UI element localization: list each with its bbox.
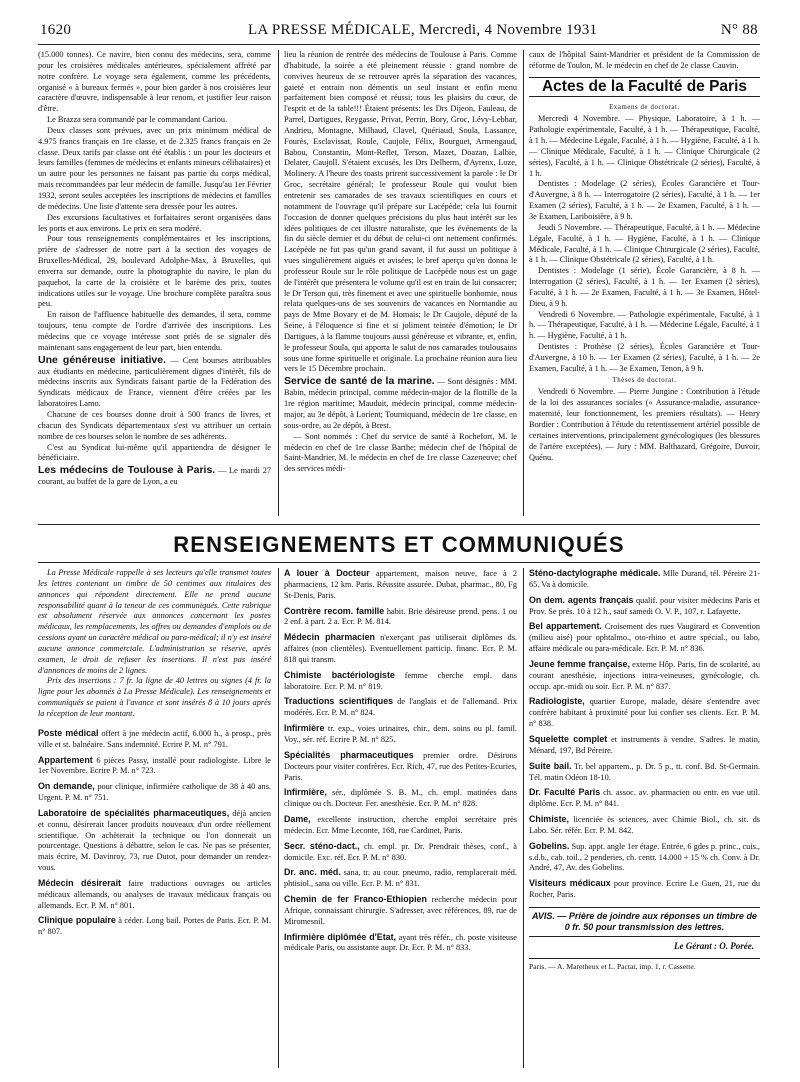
article-text: Chacune de ces bourses donne droit à 500 francs de livres, et chacun des Syndicats départementaux s'est vu attribuer un certain nombre de ces bourses selon le nombre de ses adhérents. (38, 410, 271, 441)
exam-paragraph: Dentistes : Prothèse (2 séries), Écoles Garancière et Tour-d'Auvergne, à 10 h. — 1er Examen (2 séries), Faculté, à 1 h. — 2e Examen, Faculté, à 1 h. — 3e Examen, Tenon, à 9 h. (529, 342, 760, 373)
banner-rule-top (38, 524, 760, 525)
ad-keyword: Visiteurs médicaux (529, 878, 611, 889)
ad-keyword: Chimiste bactériologiste (284, 669, 395, 680)
gerant-signature: Le Gérant : O. Porée. (674, 940, 754, 951)
exam-paragraph: Jeudi 5 Novembre. — Thérapeutique, Faculté, à 1 h. — Médecine Légale, Faculté, à 1 h. — Hygiène, Faculté, à 1 h. — Clinique Médicale, Faculté, à 1 h. — Clinique Chirurgicale (2 séries), Faculté, à 1 h. — Clinique Obstétricale (2 séries), Faculté, à 1 h. (529, 222, 760, 265)
ad-keyword: Secr. sténo-dact., (284, 840, 360, 851)
article-text: — Sont nommés : Chef du service de santé à Rochefort, M. le médecin en chef de 1re classe Barthe; médecin chef de l'hôpital de Saint-Mandrier, M. le médecin en chef de 1re classe Cazeneuve; chef des services médi- (284, 431, 517, 474)
theses-subtitle: Thèses de doctorat. (612, 376, 677, 384)
ad-text: tr. exp., voies urinaires, chir., dem. soins ou pl. famil. Voy., sér. réf. Ecrire P. M. n° 825. (284, 724, 517, 744)
ad-text: 6 pièces Passy, installé pour radiologiste. Libre le 1er Novembre. Ecrire P. M. n° 723. (38, 755, 271, 776)
exams-subtitle: Examens de doctorat. (609, 103, 680, 111)
classified-ad (38, 878, 271, 912)
ad-text: femme cherche empl. dans laboratoire. Ecr. P. M. n° 819. (284, 670, 517, 691)
ad-keyword: Laboratoire de spécialités pharmaceutiques, (38, 807, 230, 818)
article-paragraph (38, 126, 271, 213)
article-paragraph (284, 50, 517, 375)
classified-ad (529, 787, 760, 810)
ad-text: externe Hôp. Paris, fin de scolarité, au courant anesthésie, injections intra-veineuses, gynécologie, ch. occup. apr.-midi ou soir. Ecr. P. M. n° 837. (529, 659, 760, 691)
ad-keyword: Contrère recom. famille (284, 605, 385, 616)
ad-text: et instruments à vendre. S'adres. le matin, Ménard, 197, Bd Péreire. (529, 734, 760, 755)
ad-keyword: Médecin pharmacien (284, 632, 375, 643)
ad-keyword: Jeune femme française, (529, 658, 630, 669)
article-paragraph (38, 50, 271, 115)
classified-ad (529, 621, 760, 655)
ad-keyword: Infirmière (284, 723, 325, 734)
ad-text: pour clinique, infirmière catholique de 38 à 40 ans. Urgent. P. M. n° 751. (38, 782, 271, 803)
ad-text: appartement, maison neuve, face à 2 pharmaciens, 12 km. Paris. Réussite assurée. Dubat, pharmac., 80, Fg St-Denis, Paris. (284, 569, 517, 600)
article-text: Le Brazza sera commandé par le commandant Cariou. (47, 115, 228, 125)
ad-text: faire traductions ouvrages ou articles médicaux allemands, ou analyses de travaux médicaux français ou allemands. Ecr. P. M. n° 801. (38, 878, 271, 910)
classified-ad (529, 841, 760, 875)
classified-ad (529, 814, 760, 837)
ad-keyword: A louer à Docteur (284, 568, 370, 578)
ad-keyword: Spécialités pharmaceutiques (284, 749, 414, 760)
running-header (38, 18, 760, 42)
classified-ad (529, 568, 760, 591)
ad-text: Croisement des rues Vaugirard et Convention (milieu aisé) pour ophtalmo., oto-rhino et autre spécial., ou labo, affaire médicale ou para-médicale. Ecr. P. M. n° 836. (529, 622, 760, 654)
classified-ad (284, 894, 517, 928)
ad-keyword: Radiologiste, (529, 696, 585, 707)
renseignements-title: RENSEIGNEMENTS ET COMMUNIQUÉS (173, 532, 625, 557)
ad-keyword: Bel appartement. (529, 621, 602, 632)
ad-keyword: Gobelins. (529, 840, 570, 851)
column-divider (523, 50, 524, 516)
column-divider (278, 568, 279, 1068)
ad-keyword: Sténo-dactylographe médicale. (529, 568, 661, 578)
ads-column-middle (284, 568, 517, 1068)
ad-keyword: Infirmière, (284, 787, 327, 798)
ad-text: pour province. Ecrire Le Guen, 21, rue du Rocher, Paris. (529, 879, 760, 900)
column-divider (278, 50, 279, 516)
classified-ad (284, 670, 517, 693)
ad-keyword: Dr. anc. méd. (284, 867, 341, 878)
article-text: Pour tous renseignements complémentaires et les inscriptions, prière de s'adresser de notre part à la section des voyages de Bruxelles-Médical, 29, boulevard Adolphe-Max, à Bruxelles, qui enverra sur demande, outre la photographie du navire, le plan du paquebot, la carte de la croisière et le barème des prix, toutes indications utiles sur le voyage. Une brochure complète paraîtra sous peu. (38, 234, 271, 309)
article-heading: Une généreuse initiative. (38, 353, 167, 366)
column-right (529, 50, 760, 516)
ad-keyword: Squelette complet (529, 733, 608, 744)
ad-text: quartier Europe, malade, désire s'entendre avec confrère habitant à proximité pour lui confier ses clients. Ecr. P. M. n° 838. (529, 697, 760, 729)
article-paragraph (38, 115, 271, 126)
banner-rule-bottom (38, 562, 760, 563)
article-paragraph (38, 354, 271, 410)
ad-text: ch. assoc. av. pharmacien ou entr. en vue util. diplôme. Ecr. P. M. n° 841. (529, 788, 760, 809)
ad-text: à céder. Long bail. Portes de Paris. Ecr. P. M. n° 807. (38, 916, 271, 937)
exam-paragraph: Dentistes : Modelage (1 série), École Garancière, à 8 h. — Interrogation (2 séries), Faculté, à 1 h. — 1er Examen (2 séries), Faculté, à 1 h. — 2e Examen, Faculté, à 1 h. — 3e Examen, Hôtel-Dieu, à 9 h. (529, 266, 760, 308)
article-text: Deux classes sont prévues, avec un prix minimum médical de 4.975 francs français en 1re classe, et de 2.325 francs français en 2e classe. Deux tarifs par classe ont été établis : un pour les docteurs et leurs familles (femmes de médecins et enfants mineurs célibataires) et un autre pour les personnes ne faisant pas partie du corps médical, mais recommandées par leur médecin de famille. Jusqu'au 1er Février 1932, seront seules acceptées les inscriptions de médecins et familles de médecins. Une liste d'attente sera dressée pour les autres. (38, 125, 271, 211)
newspaper-page (38, 18, 760, 1068)
ad-text: sana, tr. au cour. pneumo, radio, remplacerait méd. phtisiol., sana ou ville. Ecr. P. M. n° 831. (284, 868, 517, 889)
ad-text: Tr. bel appartem., p. Dr. 5 p., tt. conf. Bd. St-Germain. Tél. matin Odéon 18-10. (529, 761, 760, 782)
classified-ad (284, 632, 517, 666)
ad-text: recherche médecin pour Afrique, connaissant chirurgie. S'adresser, avec références, 89, rue de Miromesnil. (284, 895, 517, 926)
ad-keyword: Médecin désirerait (38, 877, 122, 888)
article-text: C'est au Syndicat lui-même qu'il appartiendra de désigner le bénéficiaire. (38, 442, 271, 463)
ad-text: qualif. pour visiter médecins Paris et Prov. Se prés. 10 à 12 h., sauf samedi O. V. P., 107, r. Lafayette. (529, 595, 760, 616)
article-text: — Cent bourses attribuables aux étudiants en médecine, particulièrement dignes d'intérêt, fils de médecins inscrits aux Syndicats faisant partie de la Fédération des Syndicats médicaux de France, viennent d'être créées par les laboratoires Lamo. (38, 355, 271, 409)
article-paragraph (38, 443, 271, 465)
exam-paragraph: Vendredi 6 Novembre. — Pathologie expérimentale, Faculté, à 1 h. — Thérapeutique, Faculté, à 1 h. — Médecine Légale, Faculté, à 1 h. — Hygiène, Faculté, à 1 h. (529, 309, 760, 341)
article-paragraph (38, 213, 271, 235)
column-left (38, 50, 271, 516)
exam-paragraph: Mercredi 4 Novembre. — Physique, Laboratoire, à 1 h. — Pathologie expérimentale, Faculté, à 1 h. — Thérapeutique, Faculté, à 1 h. — Médecine Légale, Faculté, à 1 h. — Hygiène, Faculté, à 1 h. — Clinique Médicale, Faculté, à 1 h. — Clinique Chirurgicale (2 séries), Faculté, à 1 h. — Clinique Obstétricale (2 séries), Faculté, à 1 h. (529, 114, 760, 178)
article-text: Des excursions facultatives et forfaitaires seront organisées dans les ports et aux environs. Le prix en sera modéré. (38, 212, 271, 233)
printer-line: Paris. — A. Maretheux et L. Pactat, imp. 1, r. Cassette. (529, 958, 760, 973)
ad-text: habit. Brie désireuse prend. pens. 1 ou 2 enf. à part. 2 a. Ecr. P. M. 814. (284, 606, 517, 627)
ad-keyword: Chimiste, (529, 814, 569, 825)
classified-ad (284, 867, 517, 890)
col3-continuation: caux de l'hôpital Saint-Mandrier et président de la Commission de réforme de Toulon, M. le médecin en chef de 2e classe Cauvin. (529, 50, 760, 70)
header-rule (38, 44, 760, 45)
classified-ad (38, 808, 271, 874)
column-middle (284, 50, 517, 516)
ad-text: de l'anglais et de l'allemand. Prix modérés. Ecr. P. M. n° 824. (284, 697, 517, 718)
classified-ad (284, 932, 517, 955)
article-text: — Le mardi 27 courant, au buffet de la gare de Lyon, a eu (38, 466, 271, 487)
page-number: 1620 (40, 22, 72, 38)
ad-keyword: Appartement (38, 754, 93, 765)
article-text: En raison de l'affluence habituelle des demandes, il sera, comme toujours, tenu compte de l'ordre d'arrivée des inscriptions. Les médecins que ce voyage intéresse sont priés de se signaler dès maintenant sans engagement de leur part, bien entendu. (38, 310, 271, 352)
ad-keyword: Dr. Faculté Paris (529, 787, 601, 798)
article-paragraph (38, 464, 271, 488)
ad-text: ayant très référ., ch. poste visiteuse médicale Paris, ou assistante aupr. Dr. Ecr. P. M. n° 833. (284, 932, 517, 953)
ad-text: excellente instruction, cherche emploi secrétaire près médecin. Ecr. Mme Leconte, 168, rue Cardinet, Paris. (284, 815, 517, 835)
article-heading: Les médecins de Toulouse à Paris. (38, 464, 216, 477)
ads-list (529, 568, 760, 901)
ad-text: déjà ancien et connu, désirerait lancer produits nouveaux d'un ordre réellement scientifique. On achèterait la technique ou l'on donnerait un pourcentage. Questions à débattre, selon le cas. Ne pas se présenter, mais écrire, M. Davinroy, 73, rue Dutot, pour demander un rendez-vous. (38, 808, 271, 873)
ad-text: sér., diplômée S. B. M., ch. empl. matinées dans clinique ou ch. Docteur. Fer. anesthésie. Ecr. P. M. n° 828. (284, 788, 517, 809)
classified-ad (529, 761, 760, 784)
journal-title: LA PRESSE MÉDICALE, Mercredi, 4 Novembre 1931 (248, 22, 598, 38)
notice-paragraph: La Presse Médicale rappelle à ses lecteurs qu'elle transmet toutes les lettres contenant un timbre de 50 centimes aux titulaires des annonces qui répondent directement. Elle ne prend aucune responsabilité quant à la teneur de ces communiqués. Cette rubrique est absolument réservée aux annonces concernant les postes médicaux, les remplacements, les offres ou demandes d'emplois ou de cessions ayant un caractère médical ou para-médical; il n'y est inséré aucune annonce commerciale. L'administration se réserve, après examen, le droit de refuser les insertions. Il n'est pas inséré d'annonces de moins de 2 lignes. (38, 568, 271, 675)
article-text: lieu la réunion de rentrée des médecins de Toulouse à Paris. Comme d'habitude, la soirée a été pleinement réussie : grand nombre de convives heureux de se retrouver après la séparation des vacances, gaieté et entrain non démentis un seul instant et enfin menu parfaitement bien composé et réussi; tous les plaisirs du cœur, de l'esprit et de la table!!! Étaient présents: les Drs Dijeon, Fauleau, de Parrel, Dartigues, Reygasse, Privat, Perrin, Bory, Groc, Lévy-Lebhar, Andrieu, Montagne, Milhaud, Clavel, Quériaud, Soula, Lassance, Fourès, Esclavissat, Roule, Caujole, Félix, Bourguet, Armengaud, Babou, Constantin, Mont-Reflet, Terson, Mazet, Doazan, Lalbie, Delater, Caujoll. S'étaient excusés, les Drs Delherm, d'Ayrenx, Loze, Molinery. A l'heure des toasts prirent successivement la parole : le Dr Groc, secrétaire général; le professeur Roule qui voulut bien entretenir ses camarades de ses travaux scientifiques en cours et notamment de l'ouvrage qu'il prépare sur Lacépède; cela lui fournit l'occasion de donner quelques précisions du plus haut intérêt sur les idées politiques de cet illustre naturaliste, que les événements de la fin du siècle dernier et du début de celui-ci ont nettement confirmés. Lacépède ne fut pas qu'un grand savant, il fut aussi un politique à vues singulièrement aiguës et avisées; le bref aperçu qu'en donna le professeur Roule sur le rôle politique de Lacépède nous est un gage de l'intérêt que présentera le volume qu'il est en train de lui consacrer; le Dr Terson qui, très finement et avec une spirituelle bonhomie, nous relata quelques-uns de ses souvenirs de vacances en Normandie au pays de Mme Bovary et de M. Homais; le Dr Caujole, député de la Seine, à l'éloquence si fine et si joliment teintée d'émotion; le Dr Dartigues, à la flamme toujours aussi généreuse et vibrante, et, enfin, le professeur Soula, qui apporta le salut de nos camarades toulousains sous une forme spirituelle et originale. La prochaine réunion aura lieu vers le 15 Décembre prochain. (284, 50, 517, 374)
ad-text: licenciée ès sciences, avec Chimie Biol., ch. sit. ds Labo. Sér. référ. Ecr. P. M. 842. (529, 815, 760, 835)
classified-ad (284, 841, 517, 864)
ad-keyword: Suite bail. (529, 760, 572, 771)
ad-text: offert à jne médecin actif, 6.000 h., à prosp., près ville et st. balnéaire. Sans indemnité. Ecrire P. M. n° 791. (38, 728, 271, 749)
issue-number: N° 88 (720, 22, 758, 38)
ad-keyword: Clinique populaire (38, 915, 116, 926)
ads-column-left (38, 568, 271, 1068)
classified-ad (529, 878, 760, 901)
ad-keyword: On dem. agents français (529, 594, 634, 605)
article-paragraph (38, 310, 271, 353)
ad-keyword: Poste médical (38, 727, 99, 738)
classified-ad (284, 568, 517, 602)
notice-prices: Prix des insertions : 7 fr. la ligne de 40 lettres ou signes (4 fr. la ligne pour les abonnés à La Presse Médicale). Les renseignements et communiqués se paient à l'avance et sont insérés 8 à 10 jours après la réception de leur montant. (38, 676, 271, 718)
ad-text: Mlle Durand, tél. Péreire 21-65. Va à domicile. (529, 569, 760, 589)
classified-ad (529, 595, 760, 618)
ad-keyword: Traductions scientifiques (284, 696, 394, 707)
article-paragraph (38, 410, 271, 443)
ad-text: ch. empl. pr. Dr. Prendrait thèses, conf., à domicile. Exc. réf. Ecr. P. M. n° 830. (284, 841, 517, 862)
article-heading: Service de santé de la marine. (284, 375, 435, 388)
ads-list (38, 728, 271, 938)
classified-ad (38, 728, 271, 751)
classified-ad (284, 606, 517, 629)
ad-keyword: Dame, (284, 814, 311, 825)
classified-ad (529, 659, 760, 693)
ad-text: premier ordre. Désirons Docteurs pour visiter confrères. Ecr. Rich, 47, rue des Petites-Ecuries, Paris. (284, 750, 517, 782)
classified-ad (38, 915, 271, 938)
classified-ad (284, 750, 517, 784)
theses-text: Vendredi 6 Novembre. — Pierre Jungine : Contribution à l'étude de la loi des assurances sociales (« Assurance-maladie, assurance-maternité, leur fonctionnement, les premiers résultats). — Henry Bordier : Contribution à l'étude du retentissement artériel possible de certaines interventions, principalement gynécologiques (les blessures de l'artère exceptées). — Jury : MM. Balthazard, Grégoire, Duvoir, Quénu. (529, 387, 760, 462)
avis-box: AVIS. — Prière de joindre aux réponses un timbre de 0 fr. 50 pour transmission des lettres. (529, 907, 760, 937)
classified-ad (284, 723, 517, 746)
ad-keyword: On demande, (38, 781, 95, 792)
ad-keyword: Infirmière diplômée d'Etat, (284, 931, 397, 942)
ad-text: n'exerçant pas utiliserait diplômes ds. affaires (non clientèles). Eventuellement particip. financ. Ecr. P. M. 818 qui transm. (284, 633, 517, 664)
article-text: — Sont désignés : MM. Babin, médecin principal, comme médecin-major de la flottille de la 1re région maritime; Mauduit, médecin principal, comme médecin-major, au 3e dépôt, à Lorient; Tourniquand, médecin de 1re classe, en sous-ordre, au 2e dépôt, à Brest. (284, 377, 517, 430)
rubric-notice (38, 568, 271, 720)
exam-paragraph: Dentistes : Modelage (2 séries), Écoles Garancière et Tour-d'Auvergne, à 8 h. — Interrogatoire (2 séries), Faculté, à 1 h. — 1er Examen (2 séries), Faculté, à 1 h. — 2e Examen, Faculté, à 1 h. — 3e Examen, Lariboisière, à 9 h. (529, 179, 760, 221)
column-divider (523, 568, 524, 1068)
ad-keyword: Chemin de fer Franco-Ethiopien (284, 894, 427, 905)
classified-ad (529, 696, 760, 730)
classified-ad (38, 755, 271, 778)
article-paragraph (284, 432, 517, 475)
classified-ad (284, 696, 517, 719)
classified-ad (284, 814, 517, 837)
classified-ad (38, 781, 271, 804)
ad-text: Sup. appt. angle 1er étage. Entrée, 6 gdes p. princ., cuis., s.d.b., cab. toil., 2 penderies, ch. centr. 14.000 + 15 % ch. Conv. à Dr. André, 47, Av. des Gobelins. (529, 841, 760, 873)
ads-column-right (529, 568, 760, 1068)
article-paragraph (284, 375, 517, 431)
classified-ad (284, 787, 517, 810)
faculty-exams (529, 114, 760, 374)
article-paragraph (38, 234, 271, 310)
article-text: (15.000 tonnes). Ce navire, bien connu des médecins, sera, comme pour les croisières médicales antérieures, spécialement affrété par notre confrère. Le voyage sera également, comme les précédents, organisé « à bureaux fermés », pour bien garder à nos croisières leur caractère d'œuvre, indispensable à leur renom, et justifier leur raison d'être. (38, 50, 271, 114)
classified-ad (529, 734, 760, 757)
faculty-heading: Actes de la Faculté de Paris (529, 77, 760, 97)
